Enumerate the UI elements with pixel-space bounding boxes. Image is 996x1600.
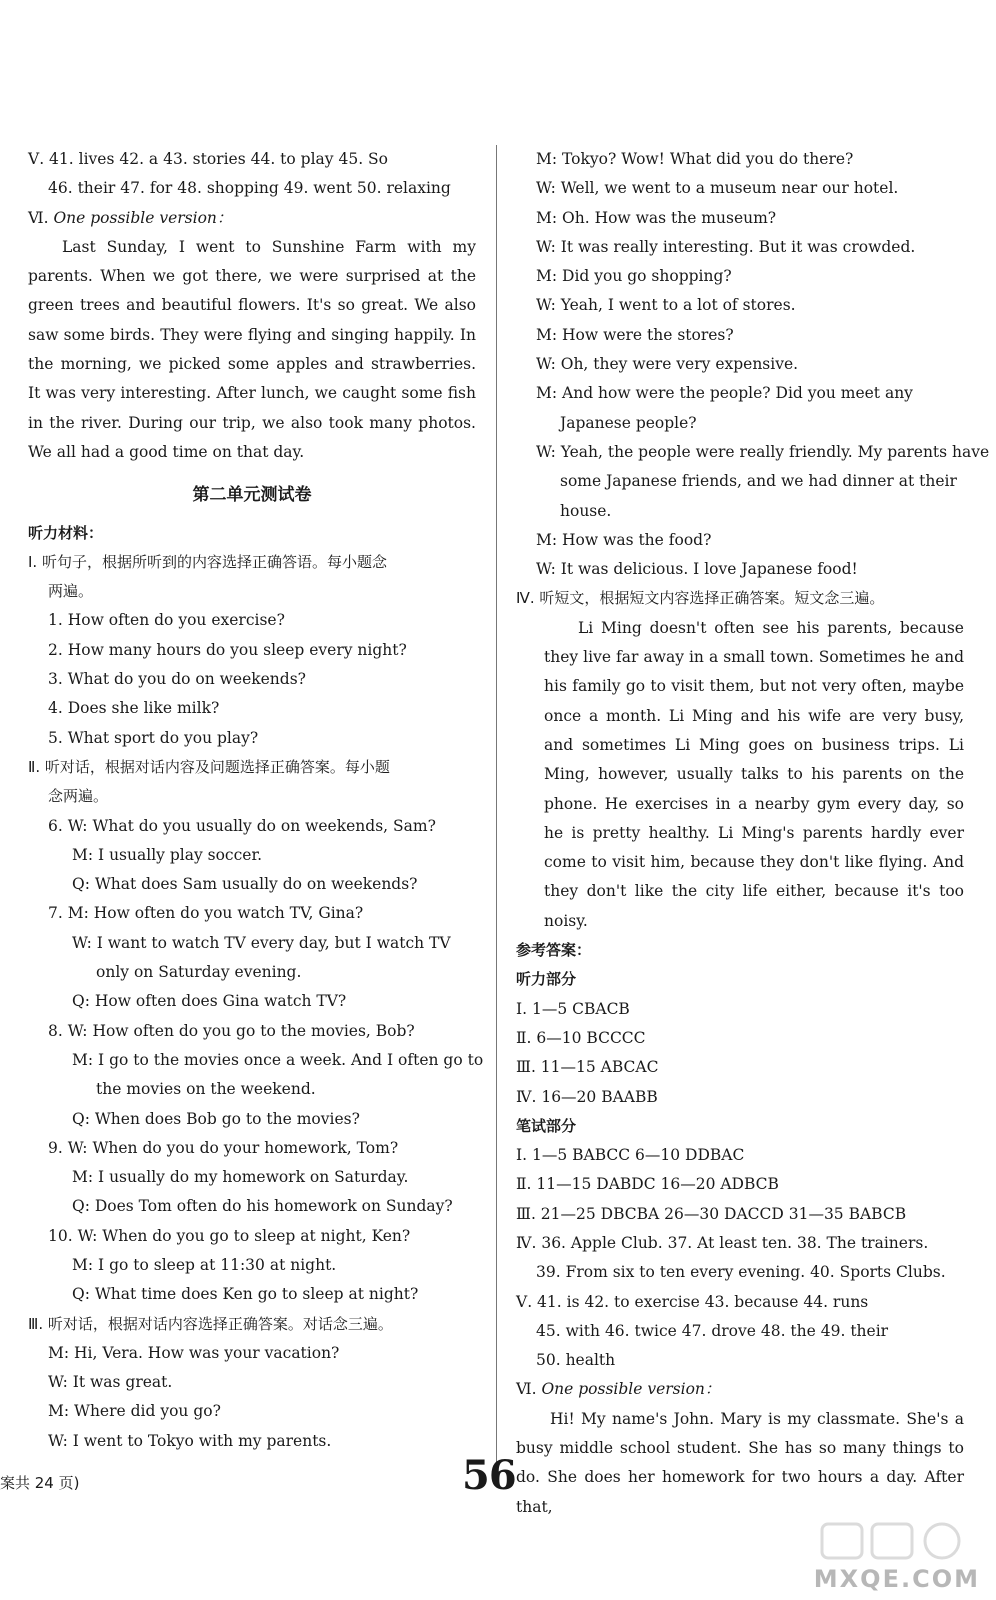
dialogue-line: Q: What time does Ken go to sleep at night? xyxy=(72,1285,419,1304)
dialogue-line: 7. M: How often do you watch TV, Gina? xyxy=(48,904,364,923)
answer-line: Ⅴ. 41. is 42. to exercise 43. because 44. runs xyxy=(516,1292,869,1311)
answer-line: Ⅰ. 1—5 BABCC 6—10 DDBAC xyxy=(516,1146,745,1165)
answer-line: 50. health xyxy=(536,1351,616,1370)
right-column xyxy=(516,145,990,1522)
unit-title: 第二单元测试卷 xyxy=(192,485,312,506)
answer-line: Ⅳ. 36. Apple Club. 37. At least ten. 38. The trainers. xyxy=(516,1233,929,1252)
dialogue-line: Japanese people? xyxy=(560,413,697,432)
dialogue-line: W: It was really interesting. But it was crowded. xyxy=(536,237,916,256)
dialogue-line: Q: How often does Gina watch TV? xyxy=(72,992,347,1011)
section-heading-cont: 念两遍。 xyxy=(48,787,109,806)
dialogue-line: W: Yeah, I went to a lot of stores. xyxy=(536,296,796,315)
dialogue-line: M: Oh. How was the museum? xyxy=(536,208,777,227)
question: 3. What do you do on weekends? xyxy=(48,670,306,689)
dialogue-line: Q: When does Bob go to the movies? xyxy=(72,1109,360,1128)
answer-line: 39. From six to ten every evening. 40. Sports Clubs. xyxy=(536,1263,946,1282)
section-heading: Ⅳ. 听短文，根据短文内容选择正确答案。短文念三遍。 xyxy=(516,589,885,608)
dialogue-line: W: Well, we went to a museum near our hotel. xyxy=(536,179,899,198)
section-heading: Ⅵ. One possible version： xyxy=(516,1380,721,1399)
dialogue-line: W: It was delicious. I love Japanese food! xyxy=(536,560,858,579)
dialogue-line: 9. W: When do you do your homework, Tom? xyxy=(48,1138,399,1157)
dialogue-line: W: Oh, they were very expensive. xyxy=(536,355,799,374)
dialogue-line: M: I go to the movies once a week. And I often go to xyxy=(72,1050,484,1069)
page-count: 案共 24 页) xyxy=(0,1474,80,1492)
answer-line: Ⅱ. 6—10 BCCCC xyxy=(516,1028,646,1047)
answer-line: Ⅱ. 11—15 DABDC 16—20 ADBCB xyxy=(516,1175,779,1194)
question: 4. Does she like milk? xyxy=(48,699,220,718)
written-part-heading: 笔试部分 xyxy=(516,1116,577,1135)
dialogue-line: M: And how were the people? Did you meet any xyxy=(536,384,913,403)
question: 1. How often do you exercise? xyxy=(48,611,285,630)
page-number: 56 xyxy=(462,1452,516,1499)
dialogue-line: M: Hi, Vera. How was your vacation? xyxy=(48,1343,340,1362)
answer-line: Ⅴ. 41. lives 42. a 43. stories 44. to play 45. So xyxy=(28,150,389,168)
question: 5. What sport do you play? xyxy=(48,728,259,747)
listening-passage: Li Ming doesn't often see his parents, because they live far away in a small town. Sometimes he and his family go to visit them, but not very often, maybe once a month. Li Ming and his wife are very busy, and sometimes Li Ming goes on business trips. Li Ming, however, usually talks to his parents on the phone. He exercises in a nearby gym every day, so he is pretty healthy. Li Ming's parents hardly ever come to visit him, because they don't like flying. And they don't like the city life either, because it's too noisy. xyxy=(544,618,964,930)
dialogue-line: M: I go to sleep at 11:30 at night. xyxy=(72,1255,337,1274)
dialogue-line: 10. W: When do you go to sleep at night, Ken? xyxy=(48,1226,411,1245)
dialogue-line: only on Saturday evening. xyxy=(96,963,302,982)
question: 2. How many hours do you sleep every night? xyxy=(48,640,407,659)
model-essay: Hi! My name's John. Mary is my classmate. She's a busy middle school student. She has so many things to do. She does her homework for two hours a day. After that, xyxy=(516,1409,964,1516)
listening-heading: 听力材料： xyxy=(28,523,104,542)
dialogue-line: Q: What does Sam usually do on weekends? xyxy=(72,875,418,894)
listening-part-heading: 听力部分 xyxy=(516,970,577,989)
dialogue-line: the movies on the weekend. xyxy=(96,1080,316,1099)
answer-line: Ⅳ. 16—20 BAABB xyxy=(516,1087,658,1106)
section-heading: Ⅱ. 听对话，根据对话内容及问题选择正确答案。每小题 xyxy=(28,757,390,776)
section-heading: Ⅵ. One possible version： xyxy=(28,208,233,227)
column-divider xyxy=(496,145,497,1475)
answer-line: Ⅲ. 21—25 DBCBA 26—30 DACCD 31—35 BABCB xyxy=(516,1204,907,1223)
dialogue-line: W: Yeah, the people were really friendly. My parents have xyxy=(536,442,990,461)
answer-line: 46. their 47. for 48. shopping 49. went 50. relaxing xyxy=(48,179,451,198)
answer-line: 45. with 46. twice 47. drove 48. the 49. their xyxy=(536,1321,889,1340)
dialogue-line: M: Where did you go? xyxy=(48,1402,221,1421)
dialogue-line: 8. W: How often do you go to the movies, Bob? xyxy=(48,1021,415,1040)
dialogue-line: M: Did you go shopping? xyxy=(536,267,732,286)
dialogue-line: M: How was the food? xyxy=(536,530,712,549)
left-column xyxy=(28,145,484,1456)
dialogue-line: W: I want to watch TV every day, but I watch TV xyxy=(72,933,451,952)
dialogue-line: M: Tokyo? Wow! What did you do there? xyxy=(536,150,854,168)
section-heading: Ⅰ. 听句子，根据所听到的内容选择正确答语。每小题念 xyxy=(28,552,387,571)
answers-heading: 参考答案： xyxy=(516,941,592,960)
watermark-text: MXQE.COM xyxy=(813,1565,980,1593)
section-heading: Ⅲ. 听对话，根据对话内容选择正确答案。对话念三遍。 xyxy=(28,1314,393,1333)
dialogue-line: some Japanese friends, and we had dinner at their xyxy=(560,472,957,491)
dialogue-line: W: It was great. xyxy=(48,1373,173,1392)
section-heading-cont: 两遍。 xyxy=(48,582,94,601)
answer-line: Ⅰ. 1—5 CBACB xyxy=(516,999,630,1018)
dialogue-line: M: I usually play soccer. xyxy=(72,845,263,864)
dialogue-line: M: How were the stores? xyxy=(536,325,734,344)
model-essay: Last Sunday, I went to Sunshine Farm with my parents. When we got there, we were surprised at the green trees and beautiful flowers. It's so great. We also saw some birds. They were flying and singing happily. In the morning, we picked some apples and strawberries. It was very interesting. After lunch, we caught some fish in the river. During our trip, we also took many photos. We all had a good time on that day. xyxy=(28,237,476,461)
dialogue-line: 6. W: What do you usually do on weekends, Sam? xyxy=(48,816,436,835)
dialogue-line: Q: Does Tom often do his homework on Sunday? xyxy=(72,1197,453,1216)
dialogue-line: W: I went to Tokyo with my parents. xyxy=(48,1431,332,1450)
dialogue-line: house. xyxy=(560,501,612,520)
answer-line: Ⅲ. 11—15 ABCAC xyxy=(516,1058,659,1077)
dialogue-line: M: I usually do my homework on Saturday. xyxy=(72,1168,409,1187)
